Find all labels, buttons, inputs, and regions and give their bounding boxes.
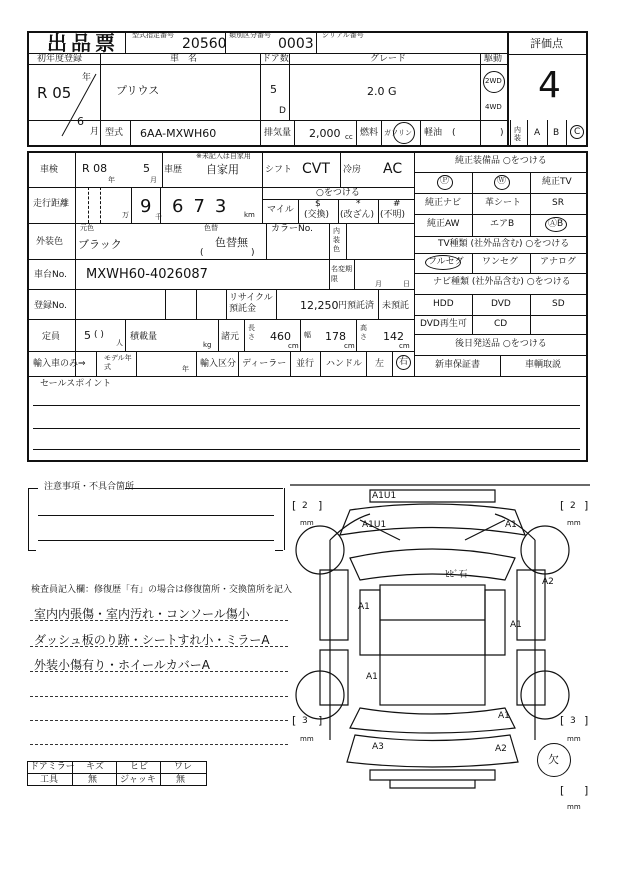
mileage-label: 走行距離 <box>33 199 70 209</box>
mark-a1-fr: A1 <box>505 520 517 530</box>
model: 6AA-MXWH60 <box>140 127 217 140</box>
inner-color-label: 内装色 <box>333 227 340 253</box>
grade-label: グレード <box>370 54 407 64</box>
color-no-label: カラーNo. <box>271 224 313 234</box>
first-reg-year: R 05 <box>37 84 72 102</box>
class-num: 0003 <box>278 36 314 52</box>
color-change: 色替無 <box>215 236 248 249</box>
history: 自家用 <box>206 163 239 176</box>
car-name-label: 車 名 <box>170 54 198 64</box>
mark-a1u1-top: A1U1 <box>372 491 397 501</box>
equip-title: 純正装備品 ○をつける <box>455 156 547 166</box>
chassis: MXWH60-4026087 <box>86 267 208 282</box>
type-num-label: 型式指定番号 <box>132 31 174 39</box>
tv-title: TV種類 (社外品含む) ○をつける <box>438 239 570 249</box>
inspection-label: 車検 <box>40 165 59 175</box>
mark-missing: 欠 <box>548 753 559 766</box>
recycle-label: リサイクル預託金 <box>229 293 273 314</box>
cc-value: 2,000 <box>309 127 341 140</box>
import-kind-label: 輸入区分 <box>200 359 237 369</box>
shift: CVT <box>302 161 330 177</box>
car-name: プリウス <box>116 84 160 97</box>
reg-no-label: 登録No. <box>34 301 67 311</box>
mileage-sen: 673 <box>172 196 237 217</box>
circle-note: ○をつける <box>316 188 360 198</box>
first-reg-month: 6 <box>77 115 84 128</box>
size-label: 諸元 <box>221 332 240 342</box>
length: 460 <box>270 330 291 343</box>
type-num: 20560 <box>182 36 227 52</box>
orig-color: ブラック <box>78 238 122 251</box>
ac: AC <box>383 161 403 177</box>
mile-label: マイル <box>267 205 294 215</box>
score-value: 4 <box>538 65 561 106</box>
name-change-label: 名変期限 <box>331 265 352 283</box>
load-label: 積載量 <box>130 332 158 342</box>
inspection-era: R 08 <box>82 162 108 175</box>
tread-fl: 2 <box>302 501 308 511</box>
mark-a1-rl: A1 <box>366 672 378 682</box>
capacity-label: 定員 <box>42 332 61 342</box>
note-line-1: 室内内張傷・室内汚れ・コンソール傷小 <box>34 607 250 621</box>
inner-label: 内装 <box>514 126 521 142</box>
diesel-label: 軽油 <box>424 128 443 138</box>
grade: 2.0 G <box>367 85 397 98</box>
height: 142 <box>383 330 404 343</box>
recycle: 12,250 <box>300 299 339 312</box>
note-line-2: ダッシュ板のり跡・シートすれ小・ミラーA <box>34 633 270 647</box>
mark-a2-r: A2 <box>542 577 554 587</box>
shift-label: シフト <box>265 165 293 175</box>
mileage-man: 9 <box>140 196 152 217</box>
form-title: 出品票 <box>47 31 119 55</box>
mark-a2-b: A2 <box>495 744 507 754</box>
tread-fr: 2 <box>570 501 576 511</box>
tread-rr: 3 <box>570 716 576 726</box>
class-num-label: 類別区分番号 <box>229 31 271 39</box>
note-line-3: 外装小傷有り・ホイールカバーA <box>34 658 210 672</box>
inspector-note: 検査員記入欄：修復歴「有」の場合は修復箇所・交換箇所を記入 <box>31 585 293 595</box>
inspection-month: 5 <box>143 162 150 175</box>
sales-point-label: セールスポイント <box>40 379 112 389</box>
drive-label: 駆動 <box>484 54 503 64</box>
mark-a1-rr: A1 <box>498 711 510 721</box>
capacity: 5 <box>84 329 91 342</box>
score-label: 評価点 <box>530 37 563 50</box>
fuel-value: ガソリン <box>384 129 412 137</box>
serial-label: シリアル番号 <box>322 31 364 39</box>
width: 178 <box>325 330 346 343</box>
cc-label: 排気量 <box>264 128 292 138</box>
mark-a3: A3 <box>372 742 384 752</box>
chassis-label: 車台No. <box>34 270 67 280</box>
mark-a1u1-hood: A1U1 <box>362 520 387 530</box>
mark-a1-l: A1 <box>358 602 370 612</box>
doors-label: ドア数 <box>262 54 289 64</box>
fuel-label: 燃料 <box>360 128 379 138</box>
mark-hibi: ﾋﾋﾞ石 <box>445 570 468 580</box>
later-title: 後日発送品 ○をつける <box>455 339 547 349</box>
nav-title: ナビ種類 (社外品含む) ○をつける <box>433 277 571 287</box>
tread-rl: 3 <box>302 716 308 726</box>
ac-label: 冷房 <box>343 165 362 175</box>
history-label: 車歴 <box>164 165 183 175</box>
first-reg-label: 初年度登録 <box>37 54 83 64</box>
color-label: 外装色 <box>36 237 64 247</box>
doors: 5 <box>270 83 277 96</box>
mark-a1-r: A1 <box>510 620 522 630</box>
notes-title: 注意事項・不具合箇所 <box>44 482 135 492</box>
import-label: 輸入車のみ⇒ <box>33 359 86 369</box>
drive-4wd: 4WD <box>485 103 502 111</box>
model-year-label: モデル年式 <box>104 354 132 371</box>
drive-2wd: 2WD <box>485 77 502 85</box>
model-label: 型式 <box>105 128 124 138</box>
